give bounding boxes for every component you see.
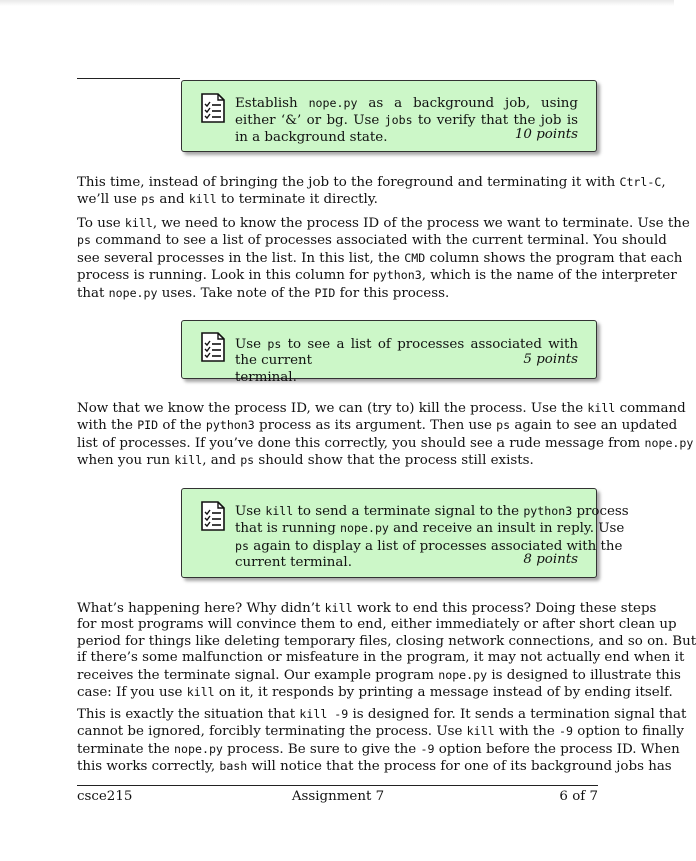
- task-3-points: 8 points: [523, 552, 578, 567]
- footer-rule: [77, 785, 598, 786]
- checklist-icon: [200, 501, 226, 531]
- task-1-points: 10 points: [514, 127, 578, 142]
- checklist-icon: [200, 93, 226, 123]
- task-box-2: [181, 320, 597, 385]
- task-box-1: [181, 80, 597, 152]
- task-box-3: [181, 488, 629, 578]
- paragraph-1: This time, instead of bringing the job to the foreground and terminating it with Ctrl-C, we’ll use ps and kill to terminate it directly.: [77, 175, 666, 208]
- task-1-text: Establish nope.py as a background job, using either ‘&’ or bg. Use jobs to verify that the job is in a background state.: [235, 96, 579, 145]
- footer-page-number: 6 of 7: [559, 789, 598, 804]
- paragraph-3: Now that we know the process ID, we can (try to) kill the process. Use the kill command with the PID of the python3 process as its argument. Then use ps again to see an updated list of processes. If you’ve done this correctly, you should see a rude message from nope.py when you run kill, and ps should show that the process still exists.: [77, 401, 694, 469]
- footer-course: csce215: [77, 789, 133, 804]
- paragraph-4: What’s happening here? Why didn’t kill work to end this process? Doing these steps for most programs will convince them to end, either immediately or after short clean up period for things like deleting temporary files, closing network connections, and so on. But if there’s some malfunction or misfeature in the program, it may not actually end when it receives the terminate signal. Our example program nope.py is designed to illustrate this case: If you use kill on it, it responds by printing a message instead of by ending itself.: [77, 601, 696, 701]
- task-2-text: Use ps to see a list of processes associated with the current terminal.: [235, 337, 578, 385]
- checklist-icon: [200, 332, 226, 362]
- top-rule: [77, 78, 180, 79]
- footer-title: Assignment 7: [291, 789, 385, 804]
- paragraph-5: This is exactly the situation that kill -9 is designed for. It sends a termination signal that cannot be ignored, forcibly terminating the process. Use kill with the -9 option to finally terminate the nope.py process. Be sure to give the -9 option before the process ID. When this works correctly, bash will notice that the process for one of its background jobs has: [77, 707, 687, 775]
- page-top-edge: [0, 0, 674, 6]
- task-3-text: Use kill to send a terminate signal to the python3 process that is running nope.py and receive an insult in reply. Use ps again to display a list of processes associated with the current terminal.: [235, 504, 629, 571]
- paragraph-2: To use kill, we need to know the process ID of the process we want to terminate. Use the ps command to see a list of processes associated with the current terminal. You should see several processes in the list. In this list, the CMD column shows the program that each process is running. Look in this column for python3, which is the name of the interpreter that nope.py uses. Take note of the PID for this process.: [77, 216, 690, 301]
- task-2-points: 5 points: [523, 352, 578, 367]
